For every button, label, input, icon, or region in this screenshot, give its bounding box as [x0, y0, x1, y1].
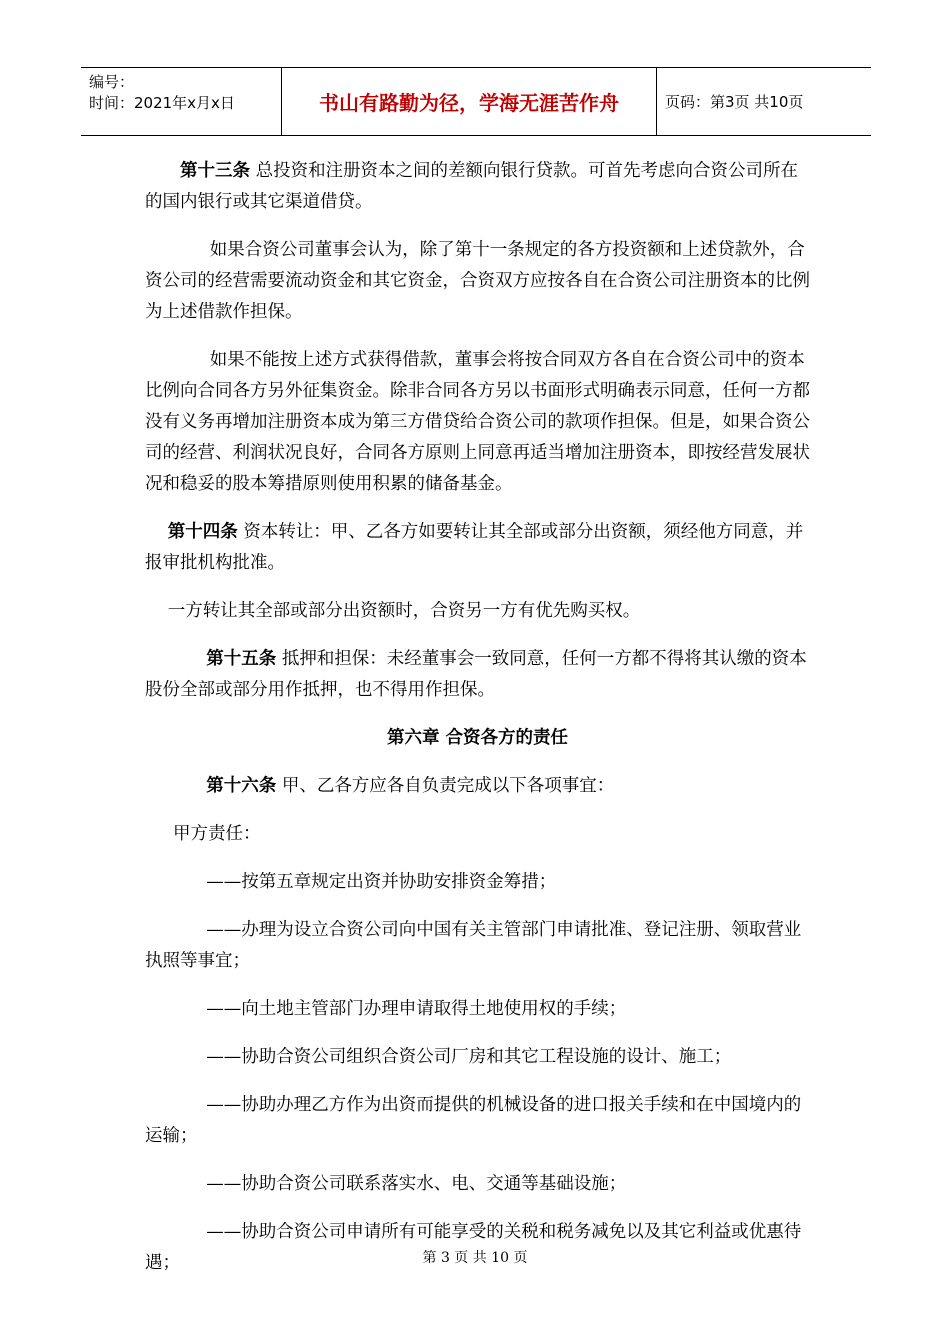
header-page-number: 页码：第3页 共10页 — [665, 93, 804, 111]
party-a-label: 甲方责任： — [173, 824, 261, 844]
document-number: 编号： — [89, 73, 135, 91]
article-label: 第十三条 — [180, 161, 250, 181]
paragraph-article-13 — [145, 156, 810, 218]
header-meta — [81, 68, 281, 135]
page-footer: 第 3 页 共 10 页 — [422, 1250, 528, 1266]
list-item: ——协助合资公司申请所有可能享受的关税和税务减免以及其它利益或优惠待遇； — [145, 1222, 802, 1273]
paragraph-text: 甲、乙各方应各自负责完成以下各项事宜： — [276, 776, 615, 796]
paragraph — [145, 345, 810, 500]
paragraph-article-16 — [145, 771, 810, 802]
paragraph-article-14 — [145, 517, 810, 579]
page-header — [81, 67, 871, 136]
paragraph — [145, 235, 810, 328]
article-label: 第十五条 — [206, 649, 277, 669]
list-item: ——办理为设立合资公司向中国有关主管部门申请批准、登记注册、领取营业执照等事宜； — [145, 920, 802, 971]
paragraph-text: 资本转让：甲、乙各方如要转让其全部或部分出资额，须经他方同意，并报审批机构批准。 — [145, 522, 804, 573]
list-item: ——协助办理乙方作为出资而提供的机械设备的进口报关手续和在中国境内的运输； — [145, 1095, 802, 1146]
header-motto: 书山有路勤为径，学海无涯苦作舟 — [281, 68, 657, 135]
paragraph-text: 总投资和注册资本之间的差额向银行贷款。可首先考虑向合资公司所在的国内银行或其它渠道借贷。 — [145, 161, 799, 212]
paragraph-article-15 — [145, 644, 810, 706]
list-item: ——协助合资公司联系落实水、电、交通等基础设施； — [206, 1174, 627, 1194]
paragraph-text: 如果不能按上述方式获得借款，董事会将按合同双方各自在合资公司中的资本比例向合同各方另外征集资金。除非合同各方另以书面形式明确表示同意，任何一方都没有义务再增加注册资本成为第三方借贷给合资公司的款项作担保。但是，如果合资公司的经营、利润状况良好，合同各方原则上同意再适当增加注册资本，即按经营发展状况和稳妥的股本筹措原则使用积累的储备基金。 — [145, 350, 810, 494]
chapter-title: 第六章 合资各方的责任 — [386, 728, 569, 748]
paragraph-text: 一方转让其全部或部分出资额时，合资另一方有优先购买权。 — [167, 601, 641, 621]
list-item: ——向土地主管部门办理申请取得土地使用权的手续； — [206, 999, 627, 1019]
document-body — [145, 156, 810, 1279]
paragraph-text: 如果合资公司董事会认为，除了第十一条规定的各方投资额和上述贷款外，合资公司的经营需要流动资金和其它资金，合资双方应按各自在合资公司注册资本的比例为上述借款作担保。 — [145, 240, 810, 322]
article-label: 第十六条 — [206, 776, 277, 796]
paragraph — [145, 596, 810, 627]
paragraph-text: 抵押和担保：未经董事会一致同意，任何一方都不得将其认缴的资本股份全部或部分用作抵押，也不得用作担保。 — [145, 649, 807, 700]
document-date: 时间：2021年x月x日 — [89, 94, 235, 112]
list-item: ——协助合资公司组织合资公司厂房和其它工程设施的设计、施工； — [206, 1047, 732, 1067]
article-label: 第十四条 — [167, 522, 238, 542]
list-item: ——按第五章规定出资并协助安排资金筹措； — [206, 872, 557, 892]
